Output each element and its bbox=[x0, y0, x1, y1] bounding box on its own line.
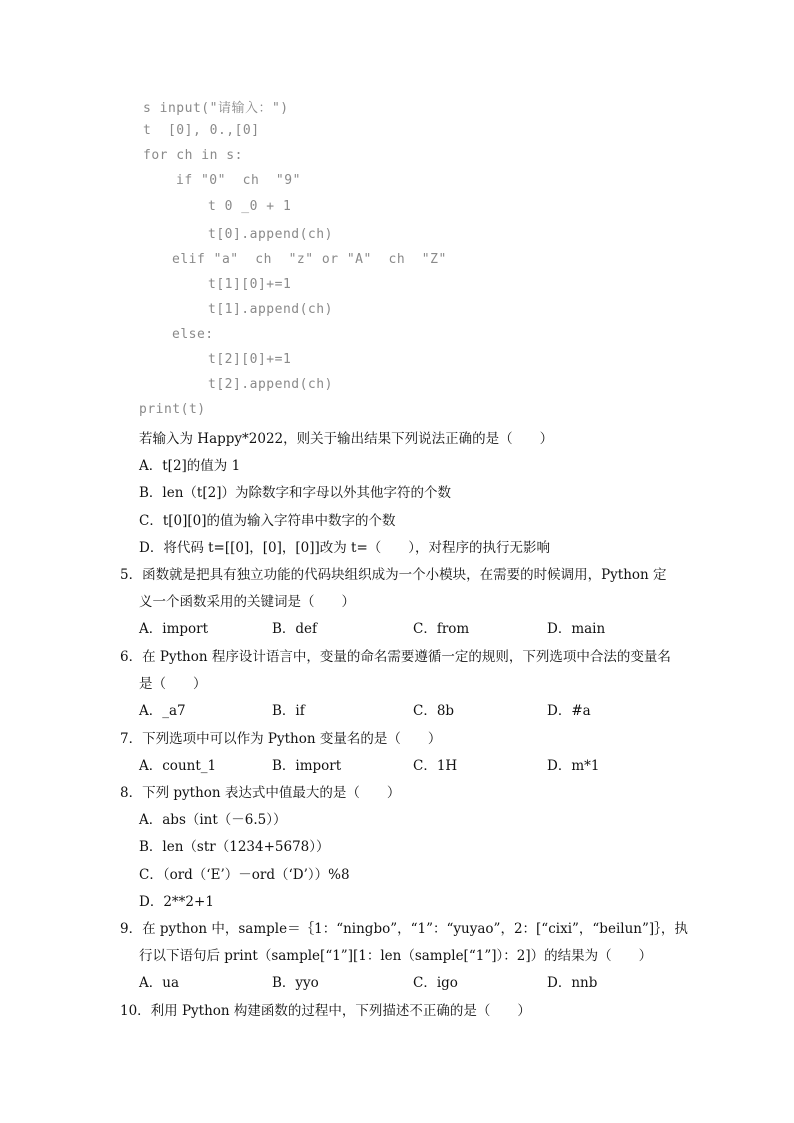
question-4-option-a: A．t[2]的值为 1 bbox=[139, 458, 241, 474]
question-4-stem: 若输入为 Happy*2022，则关于输出结果下列说法正确的是（ ） bbox=[139, 431, 554, 447]
question-6-option-d: D．#a bbox=[547, 703, 591, 719]
question-9-option-d: D．nnb bbox=[547, 975, 598, 991]
question-7-option-c: C．1H bbox=[413, 758, 458, 774]
question-7-stem: 7．下列选项中可以作为 Python 变量名的是（ ） bbox=[120, 731, 442, 747]
code-line: print(t) bbox=[139, 402, 206, 417]
code-line: t 0 _0 + 1 bbox=[208, 199, 292, 214]
question-8-stem: 8．下列 python 表达式中值最大的是（ ） bbox=[120, 785, 401, 801]
question-6-option-c: C．8b bbox=[413, 703, 455, 719]
code-line: t[1].append(ch) bbox=[208, 302, 333, 317]
question-4-option-b: B．len（t[2]）为除数字和字母以外其他字符的个数 bbox=[139, 485, 451, 501]
question-7-option-b: B．import bbox=[272, 758, 342, 774]
question-10-stem: 10．利用 Python 构建函数的过程中，下列描述不正确的是（ ） bbox=[120, 1003, 531, 1019]
question-5-stem-line1: 5．函数就是把具有独立功能的代码块组织成为一个小模块，在需要的时候调用，Python 定 bbox=[120, 567, 667, 583]
code-line: if "0" ch "9" bbox=[176, 173, 301, 188]
question-5-option-b: B．def bbox=[272, 621, 318, 637]
question-6-option-b: B．if bbox=[272, 703, 305, 719]
question-6-option-a: A．_a7 bbox=[139, 703, 186, 719]
question-7-option-a: A．count_1 bbox=[139, 758, 217, 774]
code-line: t [0], 0.,[0] bbox=[143, 123, 260, 138]
question-9-option-c: C．igo bbox=[413, 975, 458, 991]
question-9-option-b: B．yyo bbox=[272, 975, 319, 991]
question-8-option-b: B．len（str（1234+5678）） bbox=[139, 839, 330, 855]
question-5-option-d: D．main bbox=[547, 621, 606, 637]
question-8-option-a: A．abs（int（－6.5）） bbox=[139, 812, 287, 828]
question-8-option-d: D．2**2+1 bbox=[139, 894, 214, 910]
question-5-option-a: A．import bbox=[139, 621, 209, 637]
question-5-stem-line2: 义一个函数采用的关键词是（ ） bbox=[139, 594, 355, 610]
question-9-stem-line1: 9．在 python 中，sample＝｛1：“ningbo”，“1”：“yuyao”，2：[“cixi”，“beilun”]｝，执 bbox=[120, 921, 688, 937]
question-9-stem-line2: 行以下语句后 print（sample[“1”][1：len（sample[“1”]）：2]）的结果为（ ） bbox=[139, 948, 653, 964]
question-8-option-c: C．（ord（‘E’）－ord（‘D’））%8 bbox=[139, 867, 350, 883]
question-9-option-a: A．ua bbox=[139, 975, 179, 991]
question-6-stem-line2: 是（ ） bbox=[139, 676, 207, 692]
code-line: t[2].append(ch) bbox=[208, 377, 333, 392]
question-5-option-c: C．from bbox=[413, 621, 470, 637]
question-4-option-c: C．t[0][0]的值为输入字符串中数字的个数 bbox=[139, 513, 396, 529]
code-line: s input("请输入：") bbox=[143, 101, 289, 116]
code-line: for ch in s: bbox=[143, 148, 243, 163]
code-line: elif "a" ch "z" or "A" ch "Z" bbox=[172, 252, 447, 267]
question-6-stem-line1: 6．在 Python 程序设计语言中，变量的命名需要遵循一定的规则，下列选项中合法的变量名 bbox=[120, 649, 671, 665]
code-line: t[0].append(ch) bbox=[208, 227, 333, 242]
question-7-option-d: D．m*1 bbox=[547, 758, 600, 774]
code-line: else: bbox=[172, 327, 214, 342]
question-4-option-d: D．将代码 t=[[0]，[0]，[0]]改为 t=（ ），对程序的执行无影响 bbox=[139, 540, 551, 556]
code-line: t[1][0]+=1 bbox=[208, 277, 292, 292]
code-line: t[2][0]+=1 bbox=[208, 352, 292, 367]
